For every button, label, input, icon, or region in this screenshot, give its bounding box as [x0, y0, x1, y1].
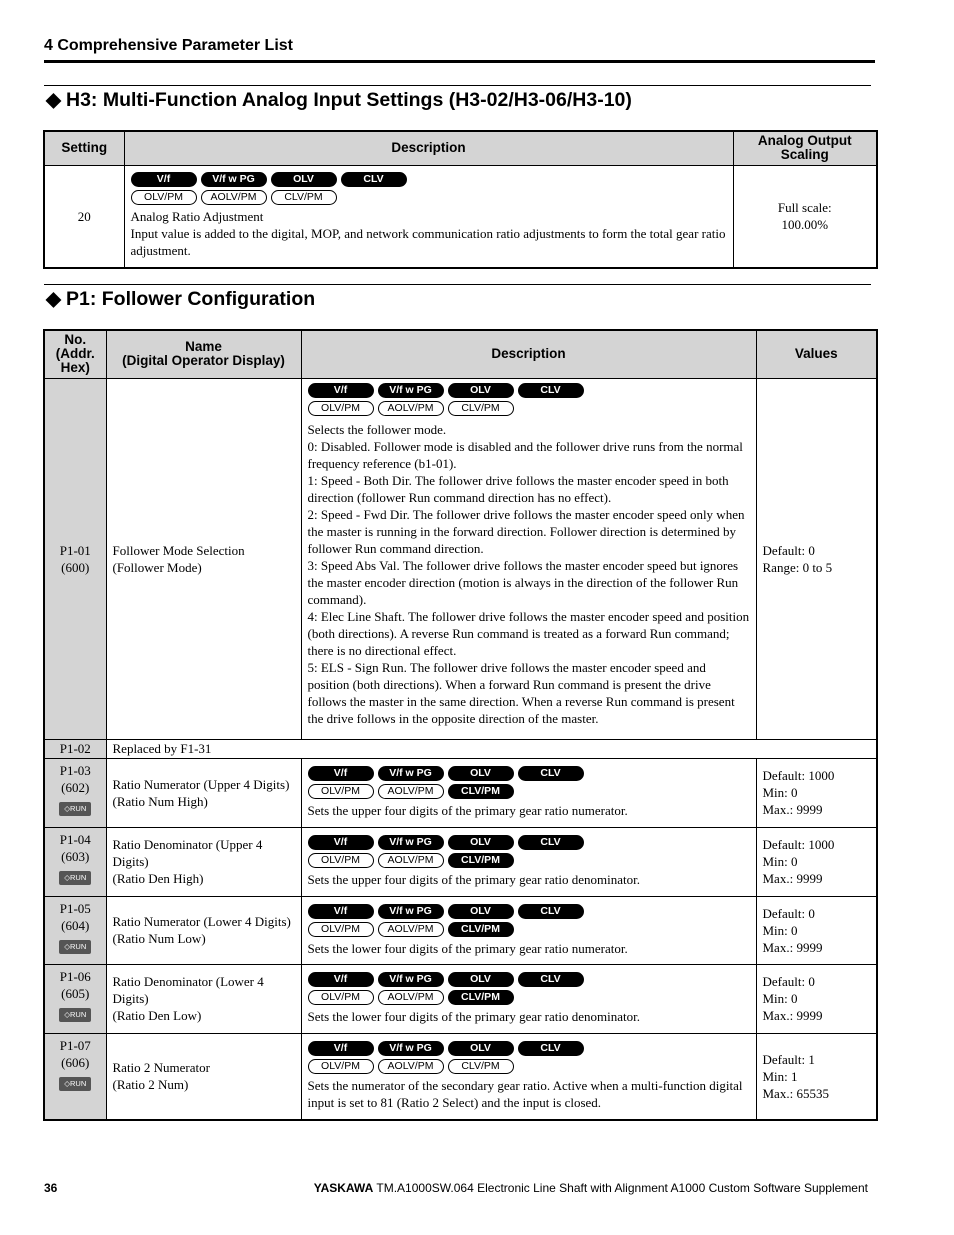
table-row	[44, 378, 877, 739]
parameter-number: P1-03	[59, 762, 91, 778]
mode-badge: V/f w PG	[378, 383, 444, 398]
parameter-address: (606)	[61, 1054, 90, 1070]
mode-badge: V/f	[131, 172, 197, 187]
section-rule	[44, 85, 871, 86]
mode-badge: AOLV/PM	[201, 190, 267, 205]
scaling-line: Full scale:	[777, 200, 832, 216]
footer-brand: YASKAWA	[313, 1181, 374, 1195]
mode-badge: V/f	[308, 835, 374, 850]
section-title-p1	[46, 287, 315, 311]
mode-badge: OLV/PM	[131, 190, 197, 205]
column-header: No. (Addr. Hex)	[44, 330, 106, 378]
mode-badge: CLV	[341, 172, 407, 187]
description-cell	[301, 758, 756, 827]
parameter-values: Default: 1 Min: 1 Max.: 65535	[756, 1033, 877, 1120]
scaling-line: 100.00%	[781, 217, 829, 233]
description-cell	[301, 1033, 756, 1120]
parameter-address: (600)	[61, 559, 90, 575]
footer-doc	[314, 1181, 868, 1195]
mode-badge: OLV/PM	[308, 990, 374, 1005]
table-row	[44, 165, 877, 268]
parameter-number-cell	[44, 758, 106, 827]
run-icon: ◇RUN	[59, 871, 91, 885]
mode-badge: CLV/PM	[448, 853, 514, 868]
mode-badge: CLV	[518, 972, 584, 987]
mode-badge: V/f	[308, 1041, 374, 1056]
mode-badge: CLV/PM	[271, 190, 337, 205]
mode-badge: V/f w PG	[378, 904, 444, 919]
parameter-values: Default: 0 Min: 0 Max.: 9999	[756, 964, 877, 1033]
mode-badge: V/f	[308, 972, 374, 987]
mode-badge: V/f	[308, 383, 374, 398]
table-row	[44, 896, 877, 964]
control-mode-badges	[308, 972, 750, 1005]
p1-table	[43, 329, 878, 1121]
mode-badge: CLV/PM	[448, 922, 514, 937]
mode-badge: OLV/PM	[308, 853, 374, 868]
parameter-address: (605)	[61, 985, 90, 1001]
mode-badge: AOLV/PM	[378, 401, 444, 416]
mode-badge: AOLV/PM	[378, 1059, 444, 1074]
mode-badge: AOLV/PM	[378, 784, 444, 799]
table-header-row	[44, 131, 877, 165]
parameter-values: Default: 0 Range: 0 to 5	[756, 378, 877, 739]
mode-badge: OLV	[448, 383, 514, 398]
mode-badge: CLV/PM	[448, 784, 514, 799]
chapter-rule	[44, 60, 875, 63]
column-header: Setting	[44, 131, 124, 165]
parameter-number: P1-01	[59, 542, 91, 558]
table-row	[44, 758, 877, 827]
parameter-number: P1-06	[59, 968, 91, 984]
scaling-cell	[733, 165, 877, 268]
parameter-number: P1-05	[59, 900, 91, 916]
mode-badge: OLV/PM	[308, 784, 374, 799]
parameter-name: Ratio Denominator (Lower 4 Digits) (Ratio Den Low)	[106, 964, 301, 1033]
parameter-description: Sets the upper four digits of the primary gear ratio denominator.	[307, 872, 640, 887]
setting-text: Input value is added to the digital, MOP, and network communication ratio adjustments to form the total gear ratio adjustment.	[130, 225, 726, 258]
run-icon: ◇RUN	[59, 1077, 91, 1091]
mode-badge: AOLV/PM	[378, 922, 444, 937]
mode-badge: CLV	[518, 904, 584, 919]
mode-badge: OLV	[448, 766, 514, 781]
parameter-name: Ratio 2 Numerator (Ratio 2 Num)	[106, 1033, 301, 1120]
column-header: Description	[124, 131, 733, 165]
mode-badge: V/f	[308, 766, 374, 781]
section-rule	[44, 284, 871, 285]
description-cell	[301, 964, 756, 1033]
mode-badge: AOLV/PM	[378, 990, 444, 1005]
table-row	[44, 964, 877, 1033]
mode-badge: V/f	[308, 904, 374, 919]
parameter-number: P1-02	[44, 739, 106, 758]
description-cell	[301, 896, 756, 964]
control-mode-badges	[308, 835, 750, 868]
column-header: Values	[756, 330, 877, 378]
parameter-number-cell	[44, 1033, 106, 1120]
table-row	[44, 739, 877, 758]
control-mode-badges	[308, 383, 750, 416]
parameter-number-cell	[44, 896, 106, 964]
parameter-address: (603)	[61, 848, 90, 864]
mode-badge: CLV	[518, 766, 584, 781]
mode-badge: OLV/PM	[308, 1059, 374, 1074]
setting-title: Analog Ratio Adjustment	[130, 208, 264, 224]
mode-badge: V/f w PG	[201, 172, 267, 187]
section-title-text: P1: Follower Configuration	[66, 288, 316, 310]
run-icon: ◇RUN	[59, 940, 91, 954]
control-mode-badges	[131, 172, 727, 205]
description-cell	[301, 827, 756, 896]
mode-badge: OLV	[448, 972, 514, 987]
parameter-description: Sets the upper four digits of the primary gear ratio numerator.	[307, 803, 628, 818]
control-mode-badges	[308, 766, 750, 799]
table-row	[44, 827, 877, 896]
description-cell	[301, 378, 756, 739]
parameter-values: Default: 1000 Min: 0 Max.: 9999	[756, 827, 877, 896]
mode-badge: V/f w PG	[378, 1041, 444, 1056]
parameter-name: Ratio Denominator (Upper 4 Digits) (Ratio Den High)	[106, 827, 301, 896]
parameter-description: Selects the follower mode. 0: Disabled. Follower mode is disabled and the follower drive runs from the normal frequency reference (b1-01). 1: Speed - Both Dir. The follower drive follows the master encoder speed in both direction (follower Run command direction has no effect). 2: Speed - Fwd Dir. The follower drive follows the master encoder speed only when the master is running in the forward direction. Follower direction is determined by follower Run command direction. 3: Speed Abs Val. The follower drive follows the master encoder speed but ignores the master encoder direction (motion is always in the direction of the follower Run command). 4: Elec Line Shaft. The follower drive follows the master encoder speed and position (both directions). A reverse Run command is treated as a forward Run command; there is no directional effect. 5: ELS - Sign Run. The follower drive follows the master encoder speed and position (both directions). When a forward Run command is present the drive follows the master in the same direction. When a reverse Run command is present the drive follows in the opposite direction of the master.	[307, 421, 750, 726]
diamond-bullet-icon: ◆	[46, 288, 61, 310]
page-number: 36	[44, 1181, 58, 1195]
parameter-name: Follower Mode Selection (Follower Mode)	[106, 378, 301, 739]
description-cell	[124, 165, 733, 268]
setting-value: 20	[44, 165, 124, 268]
h3-table	[43, 130, 878, 269]
mode-badge: V/f w PG	[378, 972, 444, 987]
section-title-h3	[46, 88, 632, 112]
diamond-bullet-icon: ◆	[46, 89, 61, 111]
parameter-address: (602)	[61, 779, 90, 795]
parameter-number-cell	[44, 827, 106, 896]
column-header: Analog Output Scaling	[733, 131, 877, 165]
mode-badge: V/f w PG	[378, 835, 444, 850]
mode-badge: CLV/PM	[448, 1059, 514, 1074]
parameter-name: Ratio Numerator (Upper 4 Digits) (Ratio Num High)	[106, 758, 301, 827]
parameter-number: P1-07	[59, 1037, 91, 1053]
mode-badge: OLV	[271, 172, 337, 187]
mode-badge: OLV/PM	[308, 922, 374, 937]
parameter-values: Default: 0 Min: 0 Max.: 9999	[756, 896, 877, 964]
mode-badge: OLV	[448, 1041, 514, 1056]
mode-badge: OLV	[448, 904, 514, 919]
parameter-name: Ratio Numerator (Lower 4 Digits) (Ratio Num Low)	[106, 896, 301, 964]
mode-badge: OLV/PM	[308, 401, 374, 416]
parameter-address: (604)	[61, 917, 90, 933]
parameter-number-cell	[44, 964, 106, 1033]
mode-badge: CLV/PM	[448, 990, 514, 1005]
table-header-row	[44, 330, 877, 378]
replaced-note: Replaced by F1-31	[106, 739, 877, 758]
table-row	[44, 1033, 877, 1120]
mode-badge: CLV	[518, 1041, 584, 1056]
footer-doc-title: TM.A1000SW.064 Electronic Line Shaft with Alignment A1000 Custom Software Supplement	[376, 1181, 868, 1195]
parameter-values: Default: 1000 Min: 0 Max.: 9999	[756, 758, 877, 827]
parameter-number: P1-04	[59, 831, 91, 847]
parameter-description: Sets the lower four digits of the primary gear ratio denominator.	[307, 1009, 640, 1024]
column-header: Description	[301, 330, 756, 378]
parameter-number-cell	[44, 378, 106, 739]
mode-badge: CLV	[518, 835, 584, 850]
mode-badge: CLV	[518, 383, 584, 398]
parameter-description: Sets the numerator of the secondary gear ratio. Active when a multi-function digital input is set to 81 (Ratio 2 Select) and the input is closed.	[307, 1078, 743, 1111]
mode-badge: AOLV/PM	[378, 853, 444, 868]
parameter-description: Sets the lower four digits of the primary gear ratio numerator.	[307, 940, 628, 956]
mode-badge: CLV/PM	[448, 401, 514, 416]
run-icon: ◇RUN	[59, 1008, 91, 1022]
chapter-heading: 4 Comprehensive Parameter List	[44, 37, 293, 54]
section-title-text: H3: Multi-Function Analog Input Settings (H3-02/H3-06/H3-10)	[66, 89, 632, 111]
mode-badge: OLV	[448, 835, 514, 850]
control-mode-badges	[308, 904, 750, 937]
mode-badge: V/f w PG	[378, 766, 444, 781]
column-header: Name (Digital Operator Display)	[106, 330, 301, 378]
control-mode-badges	[308, 1041, 750, 1074]
run-icon: ◇RUN	[59, 802, 91, 816]
